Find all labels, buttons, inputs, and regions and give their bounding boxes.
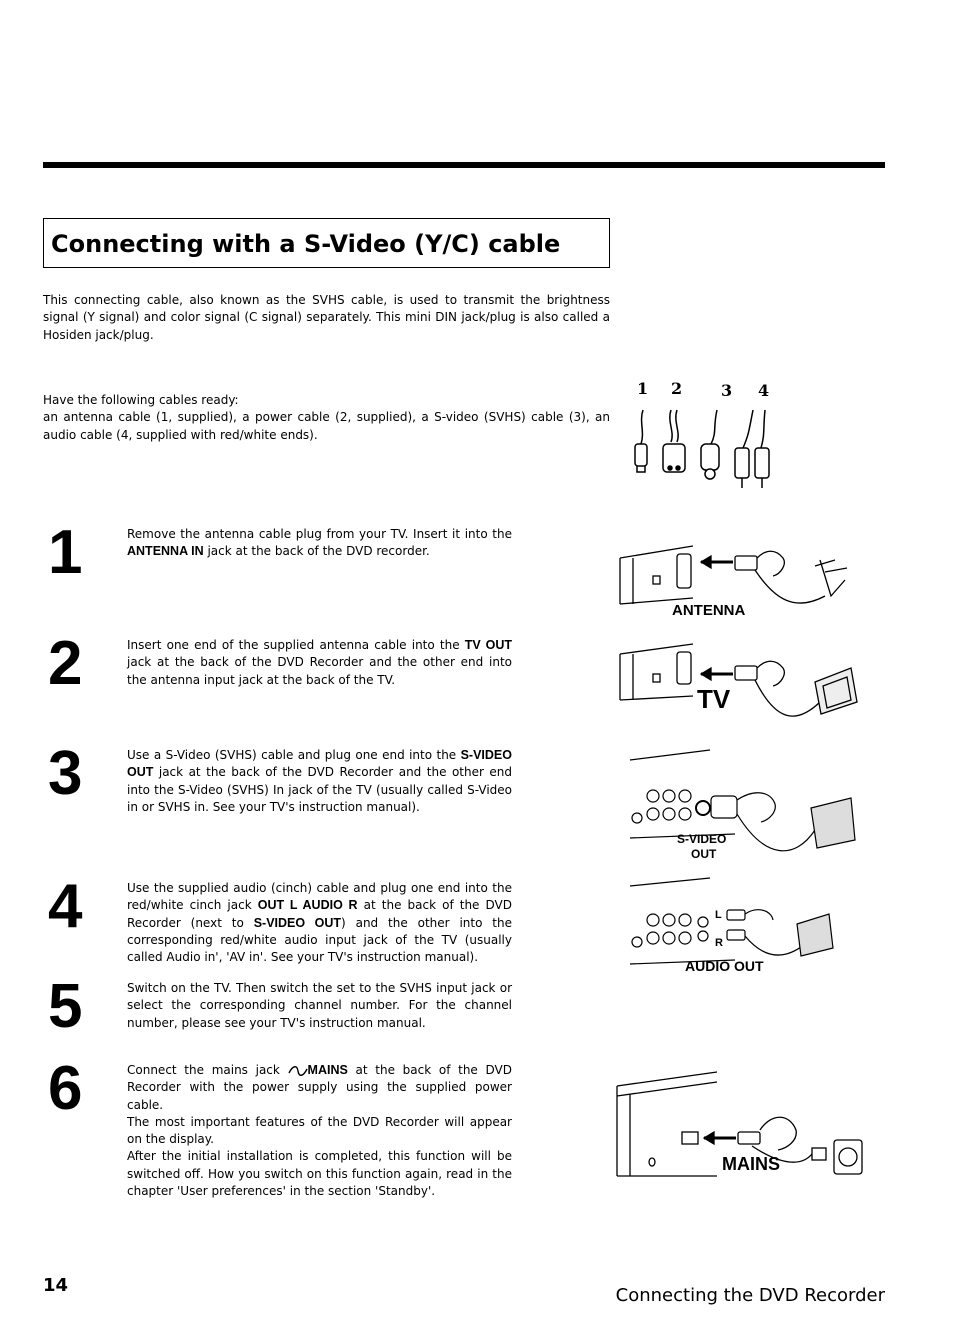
keyword-antenna-in: ANTENNA IN [127, 544, 204, 559]
keyword-s-video-out-2: S-VIDEO OUT [253, 915, 342, 930]
step-text-4: Use the supplied audio (cinch) cable and plug one end into the red/white cinch jack OUT L AUDIO R at the back of the DVD Recorder (next to S-VIDEO OUT) and the other into the corresponding red/white audio input jack of the TV (usually called Audio in', 'AV in'. See your TV's instruction manual). [127, 881, 513, 965]
antenna-cable [641, 410, 643, 444]
wall-outlet-icon [834, 1140, 862, 1174]
step-text-1: Remove the antenna cable plug from your TV. Insert it into the ANTENNA IN jack at the back of the DVD recorder. [127, 527, 512, 559]
step-number-2: 2 [48, 629, 83, 698]
step-number-6: 6 [48, 1054, 83, 1123]
cables-heading: Have the following cables ready: [43, 393, 239, 407]
step-number-3: 3 [48, 739, 83, 808]
mains-label: MAINS [722, 1154, 780, 1174]
keyword-out-l-audio-r: OUT L AUDIO R [257, 898, 358, 913]
cables-list: an antenna cable (1, supplied), a power cable (2, supplied), a S-video (SVHS) cable (3), an audio cable (4, supplied with red/white ends). [43, 410, 610, 442]
cable-number-2: 2 [671, 379, 683, 398]
tv-label: TV [697, 684, 731, 714]
step-text-6: Connect the mains jack MAINS at the back of the DVD Recorder with the power supply using the supplied power cable. The most important features of the DVD Recorder will appear on the display. After the initial installation is completed, this function will be switched off. How you switch on this function again, read in the chapter 'User preferences' in the section 'Standby'. [127, 1063, 512, 1199]
tv-monitor-icon [815, 668, 857, 714]
ac-symbol-icon [288, 1066, 308, 1076]
intro-paragraph: This connecting cable, also known as the SVHS cable, is used to transmit the brightness signal (Y signal) and color signal (C signal) separately. This mini DIN jack/plug is also called a Hosiden jack/plug. [43, 293, 610, 342]
step-number-5: 5 [48, 972, 83, 1041]
mains-socket [682, 1132, 698, 1144]
audio-cable [743, 410, 753, 448]
step-number-4: 4 [48, 872, 83, 941]
chapter-title: Connecting the DVD Recorder [615, 1285, 885, 1306]
audio-left-label: L [715, 909, 722, 921]
keyword-s-video-out: S-VIDEO OUT [127, 748, 512, 780]
svideo-cable [711, 410, 717, 444]
svideo-out-label: OUT [691, 847, 717, 861]
audio-right-label: R [715, 937, 723, 949]
antenna-plug [735, 556, 757, 570]
step-text-2: Insert one end of the supplied antenna cable into the TV OUT jack at the back of the DVD Recorder and the other end into the antenna input jack at the back of the TV. [127, 638, 512, 687]
power-plug [663, 444, 685, 472]
cable-number-4: 4 [758, 381, 770, 400]
step-number-1: 1 [48, 518, 83, 587]
antenna-label: ANTENNA [672, 602, 746, 619]
cable-number-3: 3 [721, 381, 733, 400]
cable-number-1: 1 [637, 379, 649, 398]
antenna-illustration [615, 540, 865, 622]
audio-out-illustration [625, 876, 865, 976]
keyword-tv-out: TV OUT [464, 638, 512, 652]
step-text-5: Switch on the TV. Then switch the set to the SVHS input jack or select the corresponding channel number. For the channel number, please see your TV's instruction manual. [127, 981, 512, 1030]
cables-paragraph [43, 392, 610, 444]
svideo-out-illustration [625, 748, 865, 868]
cables-illustration [625, 372, 785, 492]
step-text-3: Use a S-Video (SVHS) cable and plug one end into the S-VIDEO OUT jack at the back of the DVD Recorder and the other end into the S-Video (SVHS) In jack of the TV (usually called S-Video in or SVHS in. See your TV's instruction manual). [127, 748, 512, 814]
audio-out-label: AUDIO OUT [685, 958, 764, 974]
section-title-box [43, 218, 610, 268]
svideo-label: S-VIDEO [677, 832, 727, 846]
keyword-mains: MAINS [288, 1063, 348, 1077]
mains-illustration [612, 1068, 866, 1180]
page-number: 14 [43, 1275, 69, 1296]
section-title: Connecting with a S-Video (Y/C) cable [51, 230, 561, 258]
tv-monitor-icon-3 [797, 914, 833, 956]
top-rule [43, 162, 885, 168]
tv-connection-illustration [615, 640, 865, 722]
svideo-plug [711, 796, 737, 818]
tv-monitor-icon-2 [811, 798, 855, 848]
